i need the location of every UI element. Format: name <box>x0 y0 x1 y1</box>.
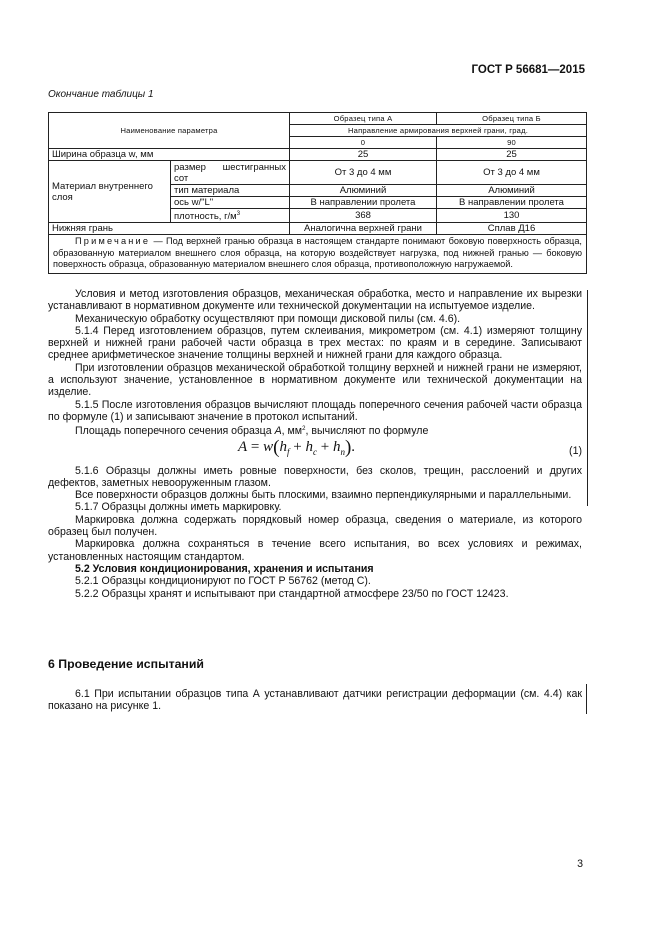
formula-expression <box>238 436 356 458</box>
formula-h: h <box>332 438 341 455</box>
paragraph: Все поверхности образцов должны быть плоскими, взаимно перпендикулярными и параллельными. <box>75 489 572 502</box>
table-row <box>49 149 587 161</box>
change-bar <box>586 684 587 714</box>
paragraph-5-1-7: 5.1.7 Образцы должны иметь маркировку. <box>75 501 282 514</box>
formula-number: (1) <box>569 444 582 457</box>
formula-w: w <box>263 438 274 455</box>
note-text: — Под верхней гранью образца в настоящем стандарте понимают боковую поверхность образца, образованную материалом внешнего слоя образца, на которую воздействует нагрузка, под нижней гранью — боковую поверхность образца, образованную материалом внешнего слоя образца, противоположную нагружаемой. <box>53 236 582 269</box>
formula-h: h <box>279 438 287 455</box>
formula-plus: + <box>289 438 306 455</box>
paragraph-5-2-1: 5.2.1 Образцы кондиционируют по ГОСТ Р 56762 (метод С). <box>75 575 371 588</box>
row-density-b: 130 <box>437 209 587 223</box>
body-text <box>48 288 582 600</box>
paragraph: Маркировка должна содержать порядковый номер образца, сведения о материале, из которого образец был получен. <box>48 513 582 539</box>
header-type-a: Образец типа А <box>290 113 437 125</box>
row-axis-a: В направлении пролета <box>290 197 437 209</box>
paragraph-formula-intro <box>48 423 582 437</box>
row-cell-size-label: размер шестигранных сот <box>171 161 290 185</box>
variable-a: A <box>274 425 282 438</box>
formula-subscript: n <box>340 446 345 457</box>
density-exponent: 3 <box>236 211 241 217</box>
subsection-heading-5-2: 5.2 Условия кондиционирования, хранения и испытания <box>75 562 374 575</box>
row-material-b: Алюминий <box>437 185 587 197</box>
paragraph-5-2-2: 5.2.2 Образцы хранят и испытывают при стандартной атмосфере 23/50 по ГОСТ 12423. <box>75 587 509 600</box>
formula-eq: = <box>247 438 264 455</box>
formula-1 <box>48 436 582 465</box>
formula-subscript: f <box>286 446 290 457</box>
text-span: , мм <box>281 425 303 438</box>
section-heading-6: 6 Проведение испытаний <box>48 657 204 671</box>
formula-lhs: A <box>238 438 248 455</box>
unit-exponent: 2 <box>302 426 306 433</box>
direction-b: 90 <box>437 137 587 149</box>
section-6-text <box>48 688 582 713</box>
table-header-row <box>49 113 587 125</box>
row-density-label <box>171 209 290 223</box>
row-bottom-b: Сплав Д16 <box>437 223 587 235</box>
text-span: , вычисляют по формуле <box>305 425 429 438</box>
note-head: Примечание <box>75 236 151 246</box>
formula-paren: ) <box>344 436 352 458</box>
header-type-b: Образец типа Б <box>437 113 587 125</box>
table-row <box>49 223 587 235</box>
table-note <box>49 235 587 274</box>
paragraph: Маркировка должна сохраняться в течение всего испытания, во всех условиях и режимах, установленных настоящим стандартом. <box>48 538 582 563</box>
row-width-label: Ширина образца w, мм <box>49 149 290 161</box>
row-density-a: 368 <box>290 209 437 223</box>
formula-period: . <box>351 438 356 455</box>
formula-h: h <box>305 438 313 455</box>
density-label-text: плотность, г/м <box>174 211 237 222</box>
text-span: Площадь поперечного сечения образца <box>75 425 275 438</box>
row-cell-size-b: От 3 до 4 мм <box>437 161 587 185</box>
row-core-label: Материал внутреннего слоя <box>49 161 171 223</box>
row-cell-size-a: От 3 до 4 мм <box>290 161 437 185</box>
paragraph-5-1-5: 5.1.5 После изготовления образцов вычисляют площадь поперечного сечения рабочей части образца по формуле (1) и записывают значение в протокол испытаний. <box>48 398 582 423</box>
formula-paren: ( <box>273 436 280 458</box>
row-axis-label: ось w/"L" <box>171 197 290 209</box>
paragraph: Условия и метод изготовления образцов, механическая обработка, место и направление их вырезки устанавливают в нормативном документе или технической документации на испытуемое изделие. <box>48 288 582 313</box>
direction-a: 0 <box>290 137 437 149</box>
change-bar <box>587 290 588 506</box>
document-code: ГОСТ Р 56681—2015 <box>471 64 585 76</box>
paragraph-5-1-6: 5.1.6 Образцы должны иметь ровные поверхности, без сколов, трещин, расслоений и других дефектов, заметных невооруженным глазом. <box>48 464 582 489</box>
table-note-row <box>49 235 587 274</box>
parameters-table <box>48 112 587 274</box>
paragraph: При изготовлении образцов механической обработкой толщину верхней и нижней грани не измеряют, а используют значение, установленное в нормативном документе или технической документации на изделие. <box>48 361 582 399</box>
row-material-a: Алюминий <box>290 185 437 197</box>
paragraph: Механическую обработку осуществляют при помощи дисковой пилы (см. 4.6). <box>75 312 461 325</box>
row-bottom-a: Аналогична верхней грани <box>290 223 437 235</box>
header-param-name: Наименование параметра <box>49 113 290 149</box>
table-row <box>49 161 587 185</box>
paragraph-6-1: 6.1 При испытании образцов типа А устанавливают датчики регистрации деформации (см. 4.4) как показано на рисунке 1. <box>48 688 582 713</box>
table-caption: Окончание таблицы 1 <box>48 89 154 100</box>
row-width-b: 25 <box>437 149 587 161</box>
header-direction: Направление армирования верхней грани, град. <box>290 125 587 137</box>
paragraph-5-1-4: 5.1.4 Перед изготовлением образцов, путем склеивания, микрометром (см. 4.1) измеряют толщину верхней и нижней грани рабочей части образца в трех местах: по краям и в середине. Записывают среднее арифметическое значение толщины верхней и нижней грани для каждого образца. <box>48 324 582 362</box>
formula-plus: + <box>316 438 333 455</box>
formula-subscript: c <box>312 446 317 457</box>
row-axis-b: В направлении пролета <box>437 197 587 209</box>
row-width-a: 25 <box>290 149 437 161</box>
row-bottom-label: Нижняя грань <box>49 223 290 235</box>
page-number: 3 <box>577 858 583 870</box>
row-material-label: тип материала <box>171 185 290 197</box>
